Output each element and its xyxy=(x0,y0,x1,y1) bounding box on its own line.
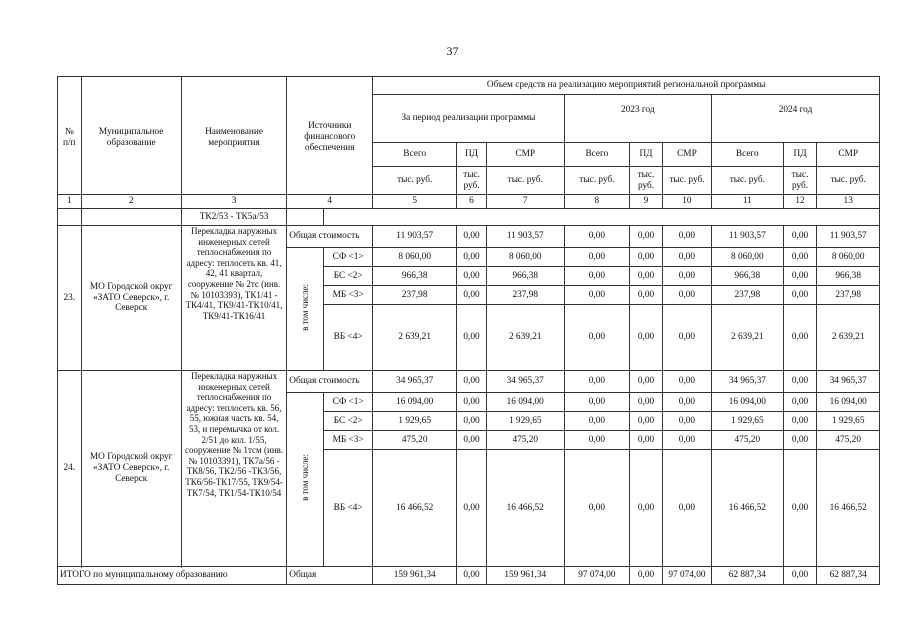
header-municipality: Муниципальное образование xyxy=(81,77,181,195)
empty-cell xyxy=(58,209,82,226)
value-cell: 237,98 xyxy=(817,286,880,305)
value-cell: 8 060,00 xyxy=(817,248,880,267)
source-code: МБ <3> xyxy=(324,286,373,305)
budget-table xyxy=(57,76,880,585)
total-value: 159 961,34 xyxy=(486,567,564,585)
value-cell: 0,00 xyxy=(457,450,487,567)
header-row-group xyxy=(58,77,880,95)
value-cell: 237,98 xyxy=(373,286,457,305)
value-cell: 0,00 xyxy=(564,431,630,450)
col-number: 2 xyxy=(81,195,181,209)
value-cell: 0,00 xyxy=(662,286,711,305)
row-number: 24. xyxy=(58,371,82,567)
source-code: МБ <3> xyxy=(324,431,373,450)
activity-cell: Перекладка наружных инженерных сетей теплоснабжения по адресу: теплосеть кв. 41, 42, 41 квартал, сооружение № 2тс (инв. № 10103393), ТК1/41 - ТК4/41, ТК9/41-ТК10/41, ТК9/41-ТК16/41 xyxy=(181,226,286,371)
value-cell: 1 929,65 xyxy=(817,412,880,431)
value-cell: 0,00 xyxy=(457,305,487,371)
table-body xyxy=(58,77,880,585)
value-cell: 0,00 xyxy=(630,450,663,567)
header-group-title: Объем средств на реализацию мероприятий региональной программы xyxy=(373,77,880,95)
value-cell: 966,38 xyxy=(817,267,880,286)
empty-cell xyxy=(81,209,181,226)
empty-cell xyxy=(324,209,880,226)
value-cell: 475,20 xyxy=(486,431,564,450)
header-activity: Наименование мероприятия xyxy=(181,77,286,195)
total-label: ИТОГО по муниципальному образованию xyxy=(58,567,287,585)
value-cell: 8 060,00 xyxy=(712,248,784,267)
total-value: 97 074,00 xyxy=(662,567,711,585)
value-cell: 1 929,65 xyxy=(373,412,457,431)
value-cell: 0,00 xyxy=(457,431,487,450)
value-cell: 34 965,37 xyxy=(373,371,457,393)
value-cell: 0,00 xyxy=(630,267,663,286)
header-unit: тыс. руб. xyxy=(783,167,817,195)
table-row xyxy=(58,226,880,248)
source-code: ВБ <4> xyxy=(324,305,373,371)
value-cell: 0,00 xyxy=(783,371,817,393)
value-cell: 16 094,00 xyxy=(373,393,457,412)
page-number: 37 xyxy=(446,44,459,58)
in-total-cell xyxy=(287,393,324,567)
value-cell: 475,20 xyxy=(712,431,784,450)
empty-cell xyxy=(287,209,324,226)
value-cell: 16 466,52 xyxy=(712,450,784,567)
col-number: 5 xyxy=(373,195,457,209)
value-cell: 0,00 xyxy=(662,412,711,431)
value-cell: 0,00 xyxy=(783,267,817,286)
value-cell: 0,00 xyxy=(630,305,663,371)
value-cell: 0,00 xyxy=(783,286,817,305)
header-period-2023: 2023 год xyxy=(564,95,711,143)
value-cell: 11 903,57 xyxy=(373,226,457,248)
value-cell: 34 965,37 xyxy=(817,371,880,393)
value-cell: 0,00 xyxy=(783,431,817,450)
table-row xyxy=(58,371,880,393)
col-number: 9 xyxy=(630,195,663,209)
col-number: 12 xyxy=(783,195,817,209)
header-sub-total: Всего xyxy=(373,143,457,167)
in-total-label: в том числе: xyxy=(299,283,310,331)
value-cell: 0,00 xyxy=(630,412,663,431)
value-cell: 0,00 xyxy=(662,393,711,412)
value-cell: 16 466,52 xyxy=(373,450,457,567)
value-cell: 0,00 xyxy=(457,412,487,431)
value-cell: 0,00 xyxy=(783,450,817,567)
header-sub-smr: СМР xyxy=(486,143,564,167)
value-cell: 16 094,00 xyxy=(817,393,880,412)
value-cell: 0,00 xyxy=(783,305,817,371)
value-cell: 0,00 xyxy=(783,248,817,267)
col-number: 11 xyxy=(712,195,784,209)
value-cell: 966,38 xyxy=(373,267,457,286)
col-number: 10 xyxy=(662,195,711,209)
value-cell: 0,00 xyxy=(630,286,663,305)
total-value: 0,00 xyxy=(457,567,487,585)
value-cell: 0,00 xyxy=(564,248,630,267)
value-cell: 0,00 xyxy=(564,371,630,393)
value-cell: 966,38 xyxy=(486,267,564,286)
value-cell: 2 639,21 xyxy=(373,305,457,371)
source-code: БС <2> xyxy=(324,267,373,286)
header-sub-smr: СМР xyxy=(662,143,711,167)
value-cell: 237,98 xyxy=(486,286,564,305)
value-cell: 0,00 xyxy=(630,248,663,267)
total-value: 0,00 xyxy=(630,567,663,585)
value-cell: 0,00 xyxy=(564,393,630,412)
value-cell: 0,00 xyxy=(457,286,487,305)
column-number-row xyxy=(58,195,880,209)
value-cell: 1 929,65 xyxy=(712,412,784,431)
header-sub-total: Всего xyxy=(712,143,784,167)
value-cell: 0,00 xyxy=(564,267,630,286)
value-cell: 11 903,57 xyxy=(712,226,784,248)
value-cell: 475,20 xyxy=(817,431,880,450)
header-period-total: За период реализации программы xyxy=(373,95,564,143)
value-cell: 0,00 xyxy=(457,226,487,248)
source-code: БС <2> xyxy=(324,412,373,431)
value-cell: 0,00 xyxy=(662,305,711,371)
value-cell: 0,00 xyxy=(457,393,487,412)
value-cell: 0,00 xyxy=(662,450,711,567)
value-cell: 0,00 xyxy=(564,286,630,305)
header-unit: тыс. руб. xyxy=(662,167,711,195)
value-cell: 0,00 xyxy=(783,412,817,431)
value-cell: 966,38 xyxy=(712,267,784,286)
header-unit: тыс. руб. xyxy=(373,167,457,195)
header-unit: тыс. руб. xyxy=(457,167,487,195)
value-cell: 0,00 xyxy=(783,226,817,248)
value-cell: 8 060,00 xyxy=(486,248,564,267)
value-cell: 2 639,21 xyxy=(817,305,880,371)
value-cell: 0,00 xyxy=(662,226,711,248)
value-cell: 0,00 xyxy=(662,248,711,267)
source-total: Общая стоимость xyxy=(287,226,373,248)
in-total-cell xyxy=(287,248,324,371)
source-code: СФ <1> xyxy=(324,393,373,412)
value-cell: 0,00 xyxy=(564,226,630,248)
header-sub-total: Всего xyxy=(564,143,630,167)
header-sub-pd: ПД xyxy=(630,143,663,167)
row-number: 23. xyxy=(58,226,82,371)
value-cell: 0,00 xyxy=(783,393,817,412)
header-sub-smr: СМР xyxy=(817,143,880,167)
value-cell: 0,00 xyxy=(630,226,663,248)
col-number: 3 xyxy=(181,195,286,209)
total-value: 0,00 xyxy=(783,567,817,585)
value-cell: 0,00 xyxy=(457,371,487,393)
header-unit: тыс. руб. xyxy=(712,167,784,195)
col-number: 8 xyxy=(564,195,630,209)
header-unit: тыс. руб. xyxy=(564,167,630,195)
col-number: 1 xyxy=(58,195,82,209)
in-total-label: в том числе: xyxy=(299,454,310,501)
header-source: Источники финансового обеспечения xyxy=(287,77,373,195)
value-cell: 16 466,52 xyxy=(486,450,564,567)
total-value: 62 887,34 xyxy=(817,567,880,585)
value-cell: 0,00 xyxy=(564,412,630,431)
value-cell: 34 965,37 xyxy=(486,371,564,393)
header-sub-pd: ПД xyxy=(457,143,487,167)
header-period-2024: 2024 год xyxy=(712,95,880,143)
col-number: 7 xyxy=(486,195,564,209)
value-cell: 0,00 xyxy=(564,450,630,567)
header-sub-pd: ПД xyxy=(783,143,817,167)
value-cell: 0,00 xyxy=(457,248,487,267)
source-code: ВБ <4> xyxy=(324,450,373,567)
value-cell: 11 903,57 xyxy=(817,226,880,248)
continuation-activity: ТК2/53 - ТК5а/53 xyxy=(181,209,286,226)
total-source: Общая xyxy=(287,567,373,585)
value-cell: 0,00 xyxy=(630,371,663,393)
col-number: 4 xyxy=(287,195,373,209)
continuation-row xyxy=(58,209,880,226)
value-cell: 16 094,00 xyxy=(712,393,784,412)
value-cell: 0,00 xyxy=(662,371,711,393)
source-code: СФ <1> xyxy=(324,248,373,267)
value-cell: 16 466,52 xyxy=(817,450,880,567)
value-cell: 0,00 xyxy=(662,267,711,286)
value-cell: 16 094,00 xyxy=(486,393,564,412)
header-unit: тыс. руб. xyxy=(817,167,880,195)
total-value: 62 887,34 xyxy=(712,567,784,585)
value-cell: 0,00 xyxy=(564,305,630,371)
total-row xyxy=(58,567,880,585)
col-number: 13 xyxy=(817,195,880,209)
municipality-cell: МО Городской округ «ЗАТО Северск», г. Северск xyxy=(81,371,181,567)
total-value: 159 961,34 xyxy=(373,567,457,585)
header-num: № п/п xyxy=(58,77,82,195)
value-cell: 2 639,21 xyxy=(712,305,784,371)
activity-cell: Перекладка наружных инженерных сетей теплоснабжения по адресу: теплосеть кв. 56, 55, южная часть кв. 54, 53, и перемычка от кол. 2/51 до кол. 1/55, сооружение № 1тсм (инв. № 10103391), ТК7а/56 - ТК8/56, ТК2/56 -ТК3/56, ТК6/56-ТК17/55, ТК9/54-ТК7/54, ТК1/54-ТК10/54 xyxy=(181,371,286,567)
value-cell: 34 965,37 xyxy=(712,371,784,393)
value-cell: 0,00 xyxy=(662,431,711,450)
total-value: 97 074,00 xyxy=(564,567,630,585)
value-cell: 0,00 xyxy=(630,431,663,450)
value-cell: 0,00 xyxy=(630,393,663,412)
value-cell: 1 929,65 xyxy=(486,412,564,431)
municipality-cell: МО Городской округ «ЗАТО Северск», г. Северск xyxy=(81,226,181,371)
value-cell: 2 639,21 xyxy=(486,305,564,371)
header-unit: тыс. руб. xyxy=(486,167,564,195)
value-cell: 237,98 xyxy=(712,286,784,305)
value-cell: 0,00 xyxy=(457,267,487,286)
source-total: Общая стоимость xyxy=(287,371,373,393)
col-number: 6 xyxy=(457,195,487,209)
value-cell: 11 903,57 xyxy=(486,226,564,248)
value-cell: 8 060,00 xyxy=(373,248,457,267)
value-cell: 475,20 xyxy=(373,431,457,450)
header-unit: тыс. руб. xyxy=(630,167,663,195)
